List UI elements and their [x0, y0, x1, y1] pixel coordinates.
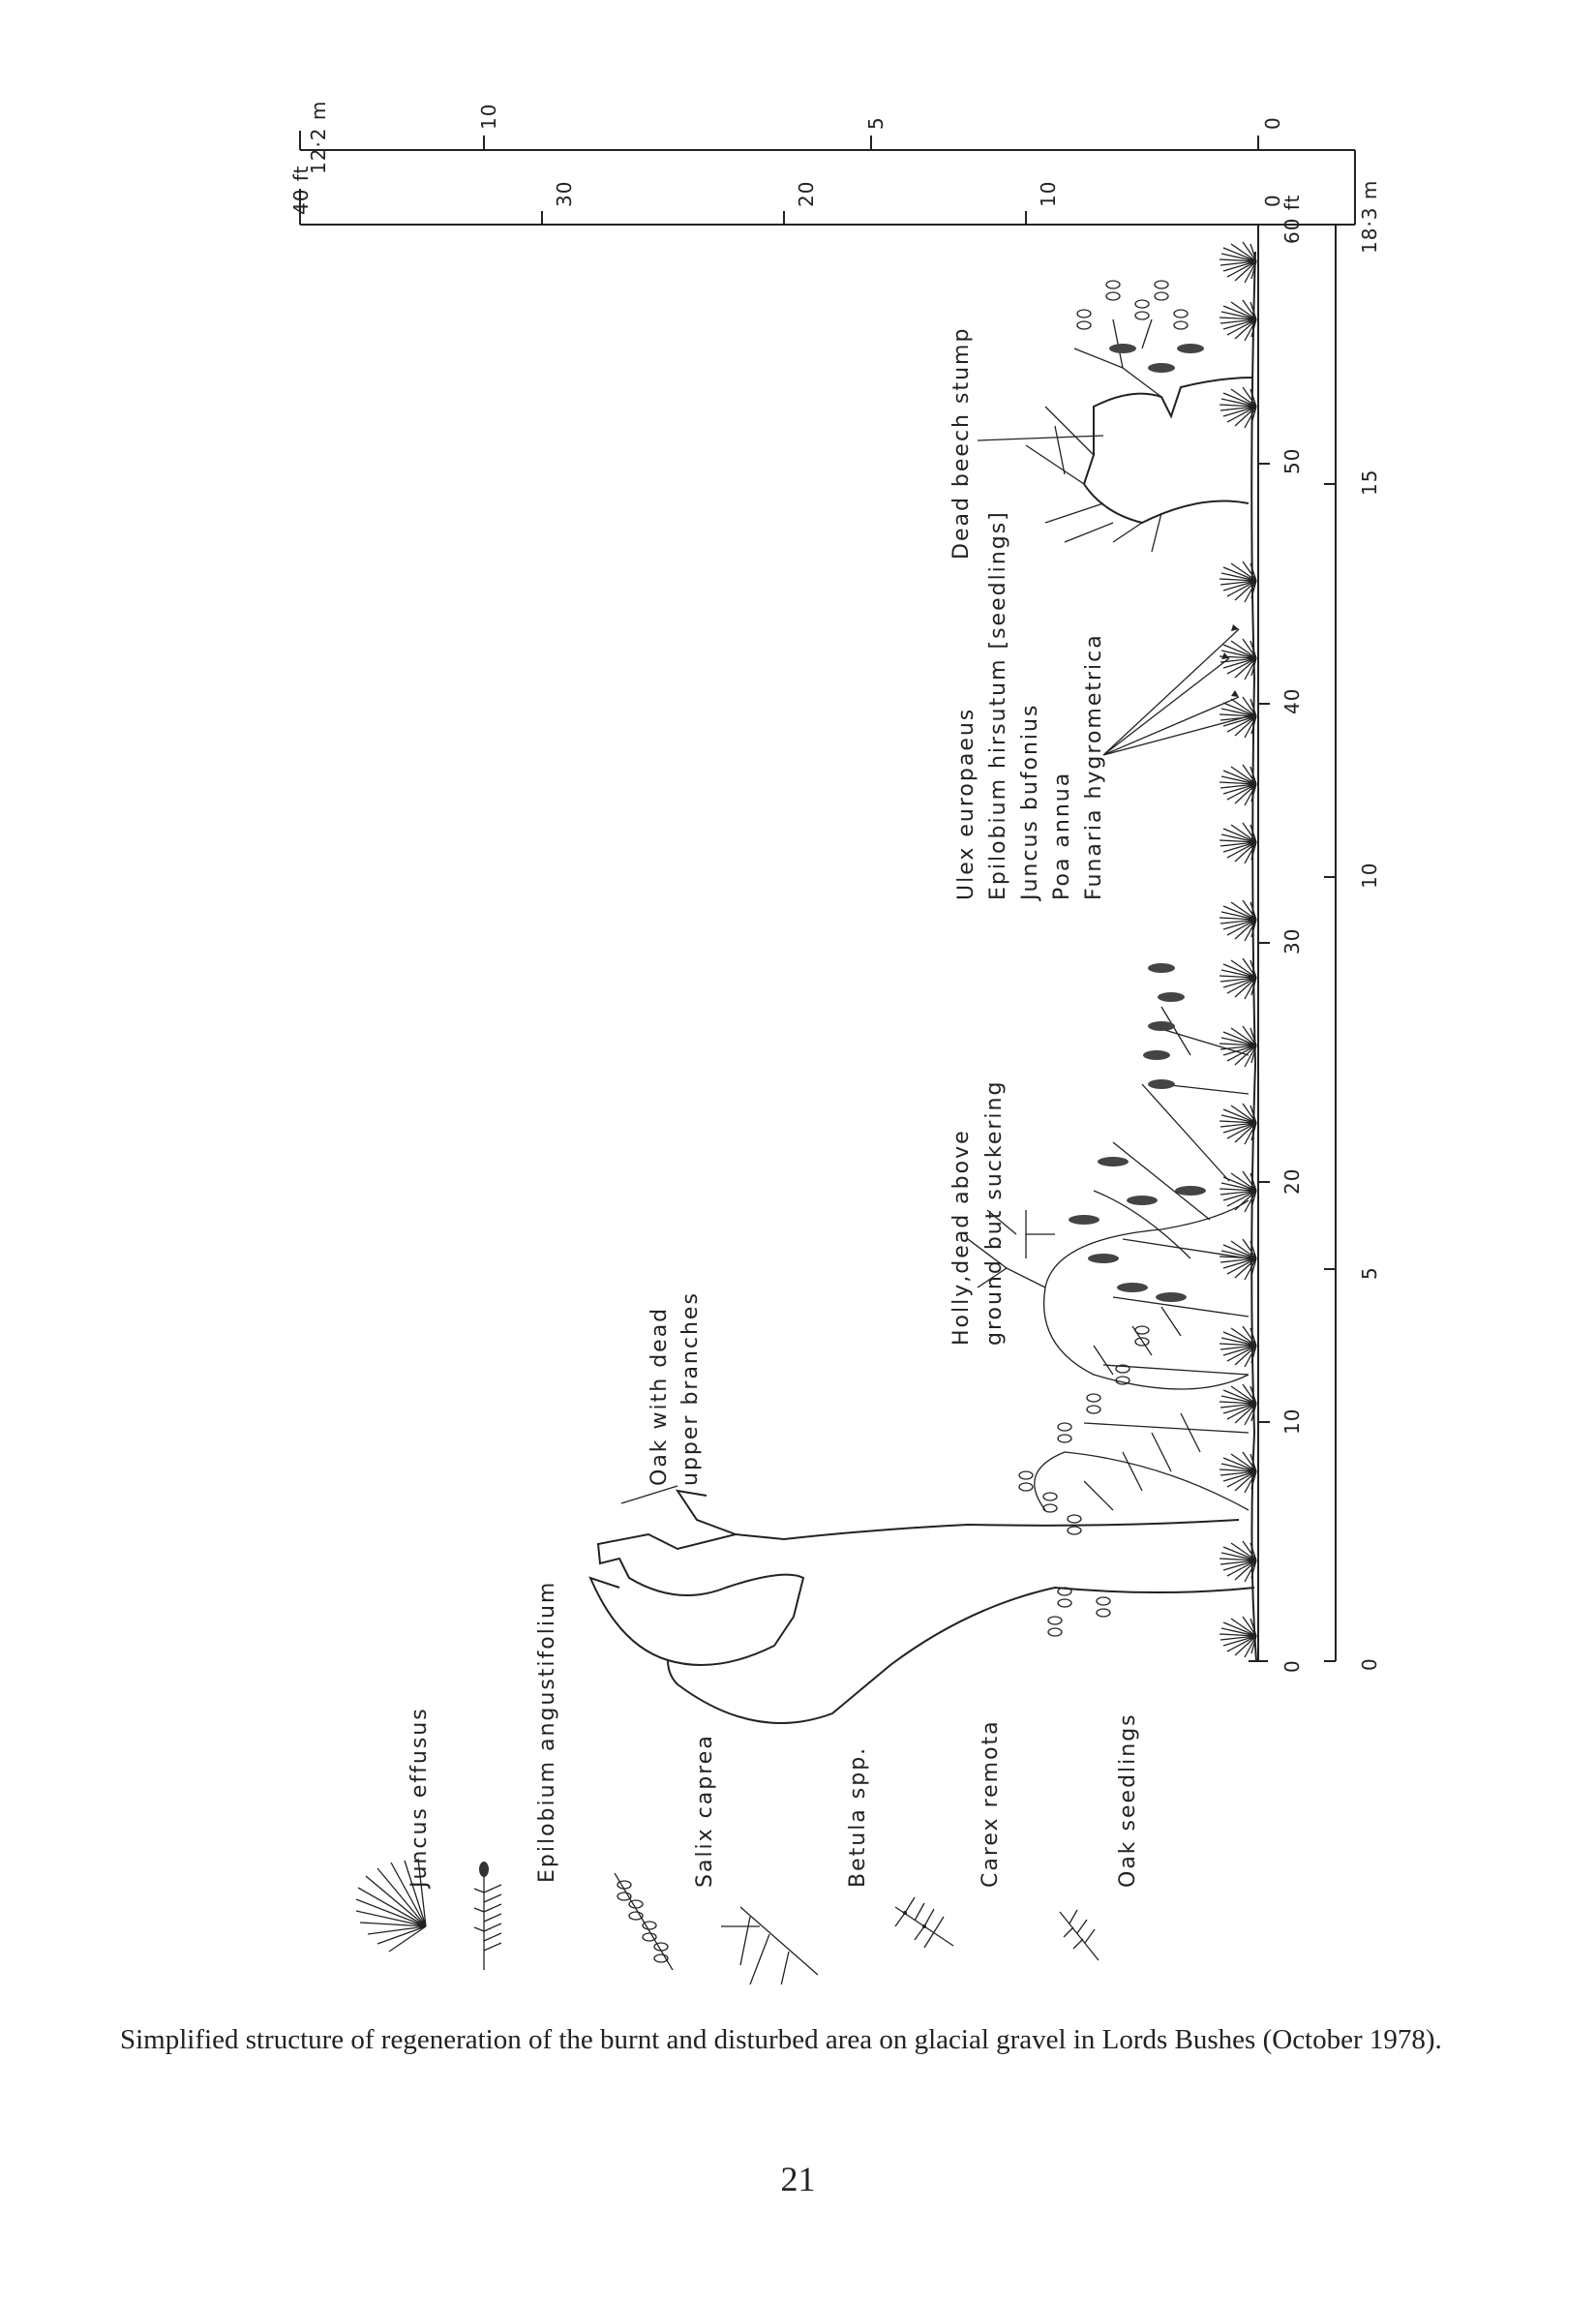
- legend-label: Salix caprea: [693, 1734, 717, 1888]
- ground-species-2: Epilobium hirsutum [seedlings]: [986, 510, 1010, 900]
- length-tick-ft-40: 40: [1280, 687, 1304, 714]
- legend-item-epilobium-angustifolium: [474, 1581, 559, 1970]
- length-tick-ft-20: 20: [1280, 1167, 1304, 1195]
- legend-item-salix-caprea: [615, 1734, 717, 1970]
- holly-annotation-line-2: ground but suckering: [982, 1079, 1007, 1346]
- legend-label: Juncus effusus: [407, 1707, 432, 1888]
- oak-seedling-icon: [1060, 1910, 1099, 1960]
- ground-species-5: Funaria hygrometrica: [1082, 633, 1106, 900]
- height-tick-ft-10: 10: [1037, 180, 1060, 207]
- height-tick-m-10: 10: [477, 103, 500, 130]
- ground-species-4: Poa annua: [1050, 771, 1074, 900]
- length-tick-ft-50: 50: [1280, 447, 1304, 474]
- willow-icon: [615, 1873, 673, 1970]
- legend-label: Betula spp.: [846, 1745, 870, 1888]
- length-tick-ft-10: 10: [1280, 1408, 1304, 1435]
- length-tick-m-10: 10: [1358, 862, 1381, 889]
- legend-item-betula: [721, 1746, 870, 1984]
- birch-icon: [721, 1907, 818, 1984]
- page-number: 21: [780, 2160, 816, 2198]
- height-tick-ft-30: 30: [553, 180, 576, 207]
- legend: [356, 1581, 1140, 1984]
- figure-caption: Simplified structure of regeneration of the burnt and disturbed area on glacial gravel in Lords Bushes (October 1978).: [120, 2024, 1442, 2055]
- height-tick-m-5: 5: [864, 116, 888, 130]
- length-tick-m-5: 5: [1358, 1266, 1381, 1280]
- legend-label: Carex remota: [979, 1719, 1003, 1888]
- sedge-icon: [895, 1897, 953, 1948]
- shrub-cluster-left: [1019, 1157, 1249, 1636]
- length-tick-m-15: 15: [1358, 469, 1381, 496]
- legend-label: Oak seedlings: [1116, 1712, 1140, 1888]
- legend-label: Epilobium angustifolium: [535, 1580, 559, 1883]
- length-tick-m-18: 18·3 m: [1358, 179, 1381, 254]
- vegetation-profile: [590, 242, 1256, 1723]
- height-scale-m: [300, 101, 1284, 174]
- ground-species-1: Ulex europaeus: [954, 707, 979, 900]
- scales: [289, 101, 1381, 1673]
- willowherb-icon: [474, 1862, 501, 1970]
- oak-annotation-line-2: upper branches: [678, 1291, 703, 1486]
- legend-item-juncus-effusus: [356, 1707, 432, 1952]
- ground-species-3: Juncus bufonius: [1018, 703, 1042, 900]
- length-tick-ft-60: 60 ft: [1280, 194, 1304, 244]
- height-tick-ft-top: 40 ft: [289, 165, 313, 215]
- stump-annotation: Dead beech stump: [949, 326, 974, 560]
- legend-item-carex-remota: [895, 1719, 1003, 1948]
- oak-annotation-line-1: Oak with dead: [647, 1306, 672, 1486]
- length-tick-ft-0: 0: [1280, 1659, 1304, 1673]
- height-tick-ft-0: 0: [1261, 194, 1284, 207]
- legend-item-oak-seedlings: [1060, 1712, 1140, 1960]
- holly-bush: [968, 1084, 1249, 1389]
- rush-tufts: [1220, 242, 1256, 1657]
- height-scale-ft: [289, 166, 1284, 225]
- holly-annotation-line-1: Holly,dead above: [949, 1129, 974, 1346]
- dead-beech-stump: [1026, 281, 1253, 552]
- length-scale-ft: [1249, 195, 1304, 1673]
- annotations: [647, 327, 1106, 1486]
- height-tick-ft-20: 20: [795, 180, 818, 207]
- length-tick-ft-30: 30: [1280, 927, 1304, 954]
- length-tick-m-0: 0: [1358, 1657, 1381, 1671]
- length-scale-m: [1324, 180, 1381, 1671]
- height-tick-m-top: 12·2 m: [307, 100, 330, 174]
- oak-tree: [590, 1491, 1254, 1723]
- height-tick-m-0: 0: [1261, 116, 1284, 130]
